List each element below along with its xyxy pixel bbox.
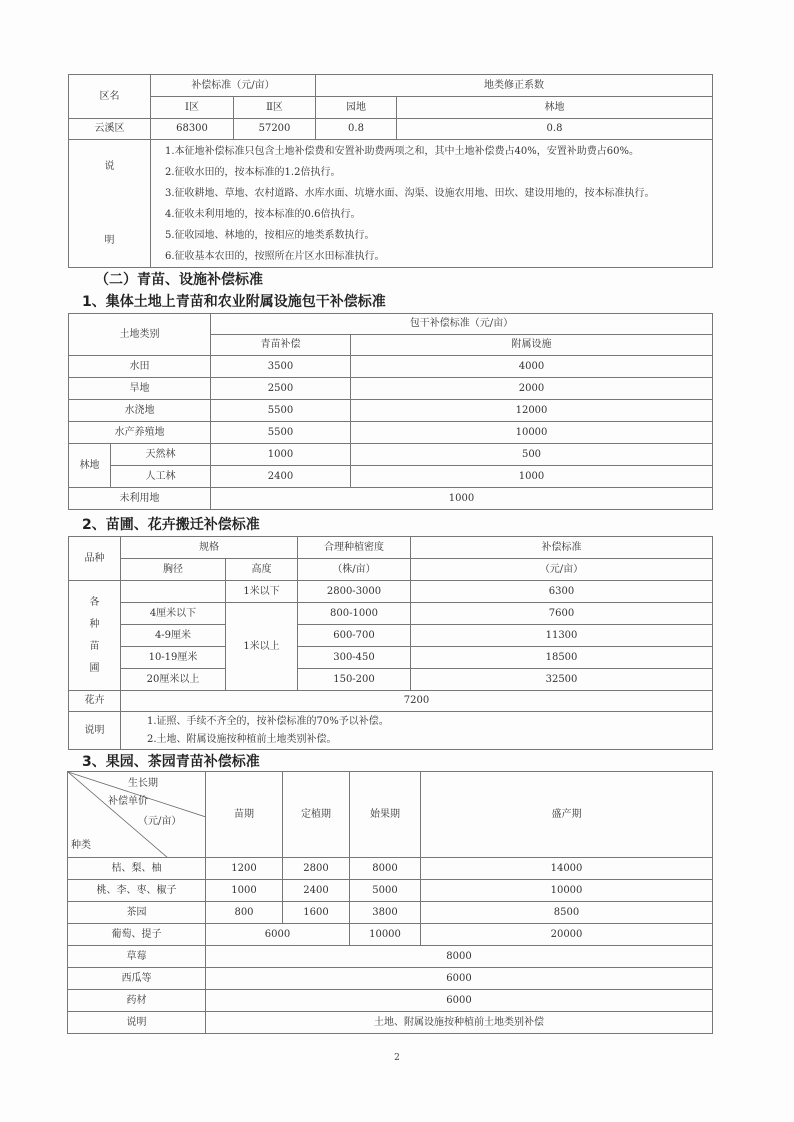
table-row xyxy=(69,625,713,647)
table-row xyxy=(68,902,713,924)
table-row xyxy=(69,488,713,510)
notes-content: 土地、附属设施按种植前土地类别补偿 xyxy=(206,1012,713,1034)
cell-standard: 7600 xyxy=(411,603,713,625)
cell-dbh xyxy=(121,581,226,603)
cell-value: 5000 xyxy=(350,880,421,902)
header-zone-2: Ⅱ区 xyxy=(234,97,316,119)
cell-density: 600-700 xyxy=(298,625,411,647)
cell-land-type: 天然林 xyxy=(111,444,211,466)
header-density-unit: （株/亩） xyxy=(298,559,411,581)
table-row xyxy=(69,466,713,488)
cell-dbh: 10-19厘米 xyxy=(121,647,226,669)
orchard-table xyxy=(67,771,713,1034)
header-forest: 林地 xyxy=(397,97,713,119)
cell-kind: 茶园 xyxy=(68,902,206,924)
table3-title: 2、苗圃、花卉搬迁补偿标准 xyxy=(82,517,260,533)
cell-value: 6000 xyxy=(206,990,713,1012)
cell-standard: 18500 xyxy=(411,647,713,669)
table-row xyxy=(69,400,713,422)
cell-density: 150-200 xyxy=(298,669,411,691)
cell-value: 10000 xyxy=(350,924,421,946)
cell-kind: 桃、李、枣、椒子 xyxy=(68,880,206,902)
notes-label xyxy=(69,140,151,268)
cell-kind: 桔、梨、柚 xyxy=(68,858,206,880)
cell-facility: 500 xyxy=(351,444,713,466)
cell-crop: 2500 xyxy=(211,378,351,400)
cell-density: 300-450 xyxy=(298,647,411,669)
cell-value: 1000 xyxy=(211,488,713,510)
header-height: 高度 xyxy=(226,559,298,581)
cell-land-type: 水产养殖地 xyxy=(69,422,211,444)
notes-content xyxy=(151,140,713,268)
cell-value: 8000 xyxy=(350,858,421,880)
cell-value: 3800 xyxy=(350,902,421,924)
cell-crop: 2400 xyxy=(211,466,351,488)
cell-standard: 11300 xyxy=(411,625,713,647)
cell-land-type: 水浇地 xyxy=(69,400,211,422)
cell-height: 1米以下 xyxy=(226,581,298,603)
cell-zone-1: 68300 xyxy=(151,119,234,140)
cell-dbh: 20厘米以上 xyxy=(121,669,226,691)
notes-label: 说明 xyxy=(68,1012,206,1034)
cell-facility: 2000 xyxy=(351,378,713,400)
crop-facility-table xyxy=(68,313,713,510)
cell-value: 2400 xyxy=(283,880,350,902)
note-item: 2.征收水田的，按本标准的1.2倍执行。 xyxy=(165,166,341,178)
cell-density: 2800-3000 xyxy=(298,581,411,603)
table-row xyxy=(69,581,713,603)
table-row xyxy=(68,990,713,1012)
cell-flower-value: 7200 xyxy=(121,691,713,712)
cell-facility: 4000 xyxy=(351,356,713,378)
notes-label-char-1: 说 xyxy=(104,160,115,172)
cell-land-type: 水田 xyxy=(69,356,211,378)
cell-value: 1000 xyxy=(206,880,283,902)
cell-value: 800 xyxy=(206,902,283,924)
notes-content xyxy=(121,712,713,750)
cell-land-type: 人工林 xyxy=(111,466,211,488)
header-coefficient: 地类修正系数 xyxy=(316,75,713,97)
table-row xyxy=(69,603,713,625)
note-item: 5.征收园地、林地的，按相应的地类系数执行。 xyxy=(165,229,375,241)
cell-value: 2800 xyxy=(283,858,350,880)
table2-title: 1、集体土地上青苗和农业附属设施包干补偿标准 xyxy=(82,294,386,310)
diag-kind-label: 种类 xyxy=(71,840,91,851)
header-planting: 定植期 xyxy=(283,772,350,858)
table-row xyxy=(68,858,713,880)
cell-facility: 1000 xyxy=(351,466,713,488)
notes-label: 说明 xyxy=(69,712,121,750)
cell-value: 6000 xyxy=(206,924,350,946)
note-item: 6.征收基本农田的，按照所在片区水田标准执行。 xyxy=(165,250,385,262)
header-standard: 包干补偿标准（元/亩） xyxy=(211,314,713,335)
nursery-table xyxy=(68,536,713,750)
cell-standard: 32500 xyxy=(411,669,713,691)
cell-value: 10000 xyxy=(421,880,713,902)
cell-value: 14000 xyxy=(421,858,713,880)
table-row xyxy=(69,647,713,669)
header-standard-unit: （元/亩） xyxy=(411,559,713,581)
cell-kind: 葡萄、提子 xyxy=(68,924,206,946)
note-item: 4.征收未利用地的，按本标准的0.6倍执行。 xyxy=(165,208,361,220)
header-variety: 品种 xyxy=(69,537,121,581)
diag-price-label: 补偿单价 xyxy=(108,796,148,807)
cell-forest-group: 林地 xyxy=(69,444,111,488)
header-standard: 补偿标准 xyxy=(411,537,713,559)
header-garden: 园地 xyxy=(316,97,397,119)
table-row xyxy=(68,946,713,968)
note-item: 1.证照、手续不齐全的，按补偿标准的70%予以补偿。 xyxy=(147,715,389,727)
cell-district: 云溪区 xyxy=(69,119,151,140)
cell-crop: 3500 xyxy=(211,356,351,378)
cell-dbh: 4厘米以下 xyxy=(121,603,226,625)
land-compensation-table xyxy=(68,74,713,268)
diagonal-header xyxy=(68,772,206,858)
cell-value: 8500 xyxy=(421,902,713,924)
cell-zone-2: 57200 xyxy=(234,119,316,140)
diag-unit-label: （元/亩） xyxy=(138,816,182,827)
cell-value: 1600 xyxy=(283,902,350,924)
cell-crop: 5500 xyxy=(211,422,351,444)
cell-density: 800-1000 xyxy=(298,603,411,625)
label-char: 圃 xyxy=(89,662,100,674)
cell-value: 20000 xyxy=(421,924,713,946)
note-item: 2.土地、附属设施按种植前土地类别补偿。 xyxy=(147,733,337,745)
header-seedling: 苗期 xyxy=(206,772,283,858)
section-heading: （二）青苗、设施补偿标准 xyxy=(95,272,263,288)
table-row xyxy=(69,119,713,140)
label-char: 种 xyxy=(89,618,100,630)
cell-crop: 5500 xyxy=(211,400,351,422)
cell-crop: 1000 xyxy=(211,444,351,466)
page-number: 2 xyxy=(394,1053,400,1063)
header-initial-fruit: 始果期 xyxy=(350,772,421,858)
table-row xyxy=(69,444,713,466)
cell-land-type: 未利用地 xyxy=(69,488,211,510)
cell-kind: 西瓜等 xyxy=(68,968,206,990)
cell-kind: 药材 xyxy=(68,990,206,1012)
table-row xyxy=(68,968,713,990)
diag-growth-label: 生长期 xyxy=(128,778,158,789)
table-row xyxy=(68,1012,713,1034)
table-row xyxy=(69,669,713,691)
cell-land-type: 旱地 xyxy=(69,378,211,400)
table-row xyxy=(69,422,713,444)
label-char: 各 xyxy=(89,596,100,608)
cell-height: 1米以上 xyxy=(226,603,298,691)
header-dbh: 胸径 xyxy=(121,559,226,581)
note-item: 3.征收耕地、草地、农村道路、水库水面、坑塘水面、沟渠、设施农用地、田坎、建设用地的，按本标准执行。 xyxy=(165,187,655,199)
table4-title: 3、果园、茶园青苗补偿标准 xyxy=(82,754,260,770)
note-item: 1.本征地补偿标准只包含土地补偿费和安置补助费两项之和，其中土地补偿费占40%，安置补助费占60%。 xyxy=(165,145,639,157)
table-row xyxy=(69,356,713,378)
table-row xyxy=(69,691,713,712)
header-crop: 青苗补偿 xyxy=(211,335,351,356)
table-row xyxy=(68,924,713,946)
table-row xyxy=(68,880,713,902)
cell-value: 8000 xyxy=(206,946,713,968)
label-char: 苗 xyxy=(89,640,100,652)
header-land-type: 土地类别 xyxy=(69,314,211,356)
table-row xyxy=(69,378,713,400)
cell-nursery-label xyxy=(69,581,121,691)
cell-value: 1200 xyxy=(206,858,283,880)
header-zone-1: Ⅰ区 xyxy=(151,97,234,119)
cell-standard: 6300 xyxy=(411,581,713,603)
header-peak: 盛产期 xyxy=(421,772,713,858)
header-facility: 附属设施 xyxy=(351,335,713,356)
cell-forest: 0.8 xyxy=(397,119,713,140)
header-zone: 区名 xyxy=(69,75,151,119)
header-density: 合理种植密度 xyxy=(298,537,411,559)
cell-dbh: 4-9厘米 xyxy=(121,625,226,647)
notes-label-char-2: 明 xyxy=(104,234,115,246)
header-standard: 补偿标准（元/亩） xyxy=(151,75,316,97)
cell-garden: 0.8 xyxy=(316,119,397,140)
cell-value: 6000 xyxy=(206,968,713,990)
cell-flower: 花卉 xyxy=(69,691,121,712)
cell-facility: 12000 xyxy=(351,400,713,422)
cell-facility: 10000 xyxy=(351,422,713,444)
cell-kind: 草莓 xyxy=(68,946,206,968)
header-spec: 规格 xyxy=(121,537,298,559)
